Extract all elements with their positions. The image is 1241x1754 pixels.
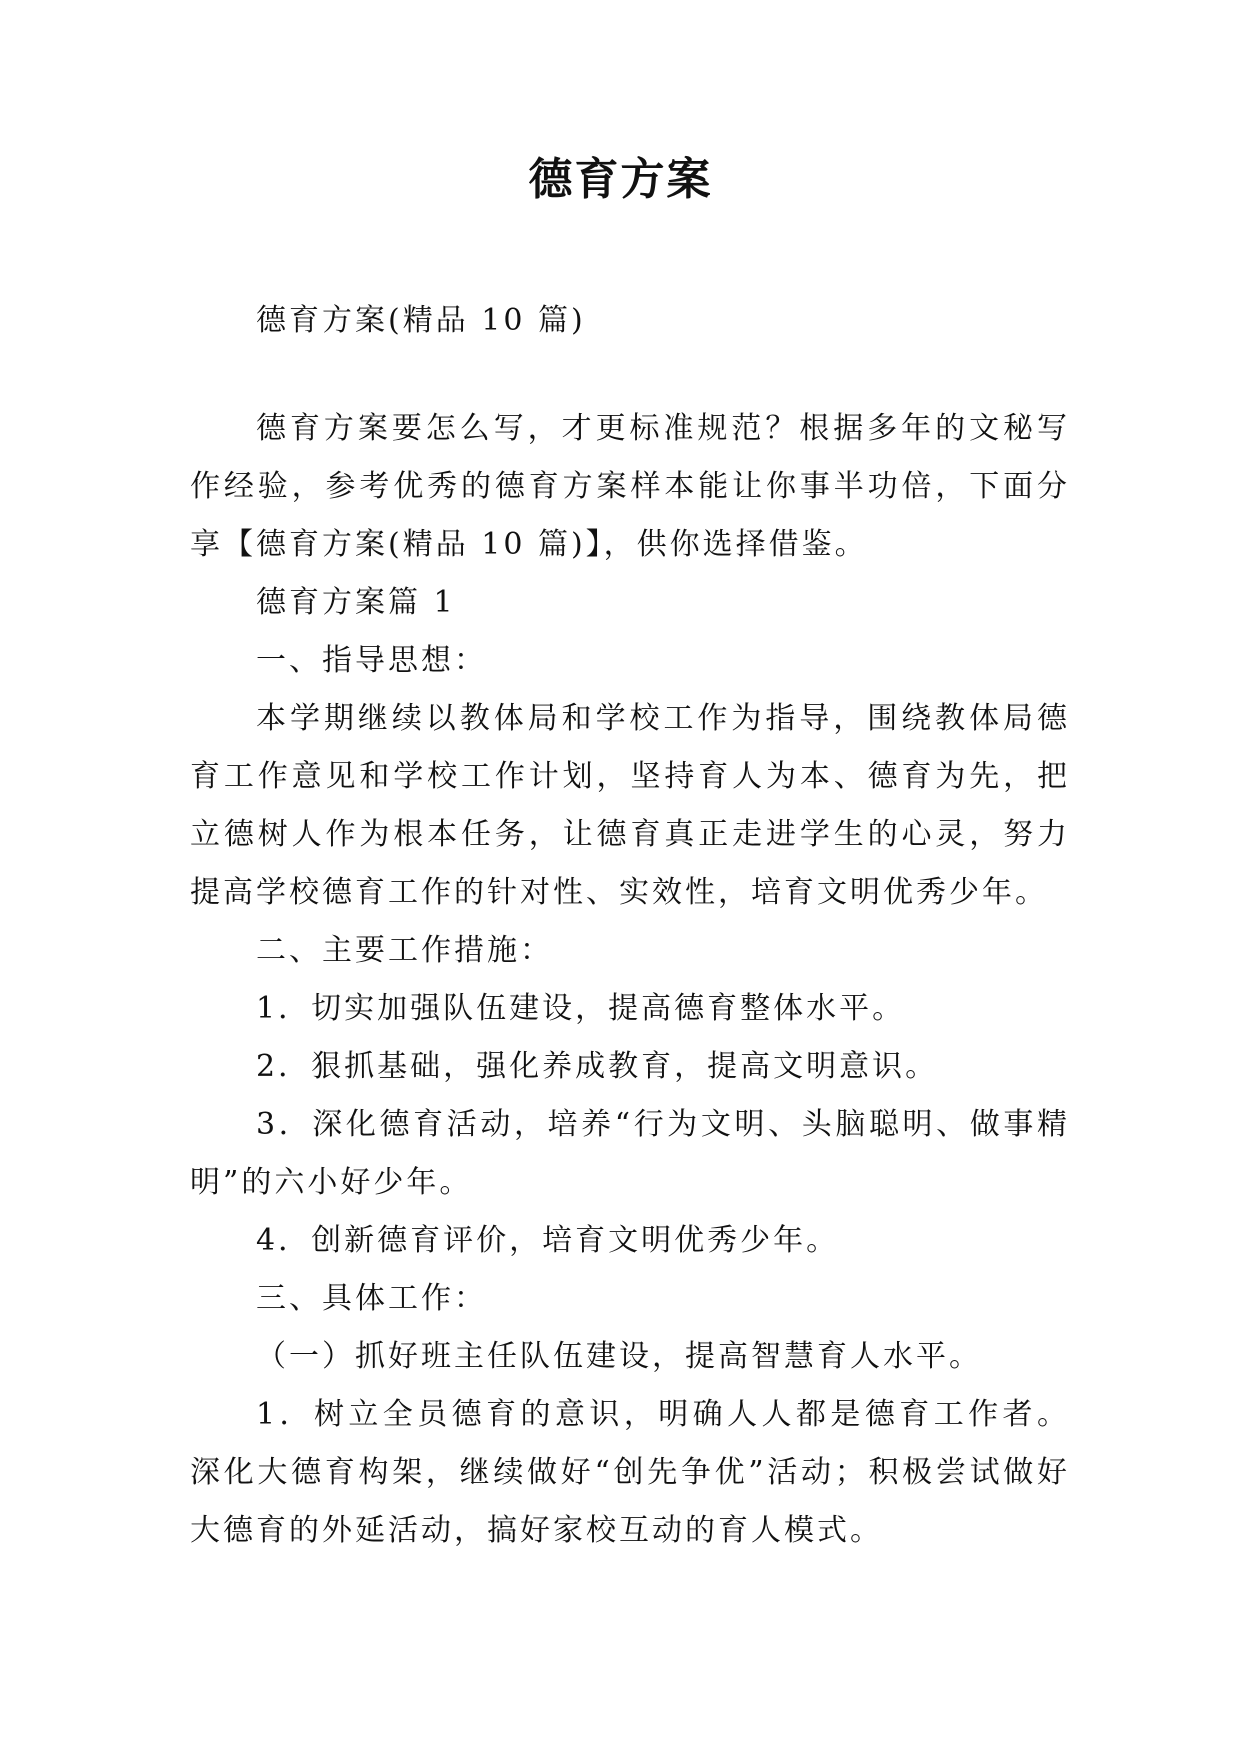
document-title: 德育方案 xyxy=(528,154,713,205)
list-item-measure-1: 1．切实加强队伍建设，提高德育整体水平。 xyxy=(256,991,906,1026)
subheading-teacher-team: （一）抓好班主任队伍建设，提高智慧育人水平。 xyxy=(256,1339,982,1374)
heading-guiding-ideology: 一、指导思想： xyxy=(256,643,487,678)
list-item-measure-2: 2．狠抓基础，强化养成教育，提高文明意识。 xyxy=(256,1049,939,1084)
document-body xyxy=(190,292,1070,1560)
list-item-measure-3: 3．深化德育活动，培养“行为文明、头脑聪明、做事精明”的六小好少年。 xyxy=(190,1107,1070,1200)
paragraph-all-staff-moral-education: 1．树立全员德育的意识，明确人人都是德育工作者。深化大德育构架，继续做好“创先争优”活动；积极尝试做好大德育的外延活动，搞好家校互动的育人模式。 xyxy=(190,1397,1070,1548)
list-item-measure-4: 4．创新德育评价，培育文明优秀少年。 xyxy=(256,1223,840,1258)
heading-specific-work: 三、具体工作： xyxy=(256,1281,487,1316)
heading-main-measures: 二、主要工作措施： xyxy=(256,933,553,968)
paragraph-guiding-ideology: 本学期继续以教体局和学校工作为指导，围绕教体局德育工作意见和学校工作计划，坚持育人为本、德育为先，把立德树人作为根本任务，让德育真正走进学生的心灵，努力提高学校德育工作的针对性、实效性，培育文明优秀少年。 xyxy=(190,701,1070,910)
intro-paragraph: 德育方案要怎么写，才更标准规范？根据多年的文秘写作经验，参考优秀的德育方案样本能让你事半功倍，下面分享【德育方案(精品 10 篇)】，供你选择借鉴。 xyxy=(190,411,1070,562)
section-heading-article-1: 德育方案篇 1 xyxy=(256,585,456,620)
document-subtitle: 德育方案(精品 10 篇) xyxy=(256,303,586,338)
